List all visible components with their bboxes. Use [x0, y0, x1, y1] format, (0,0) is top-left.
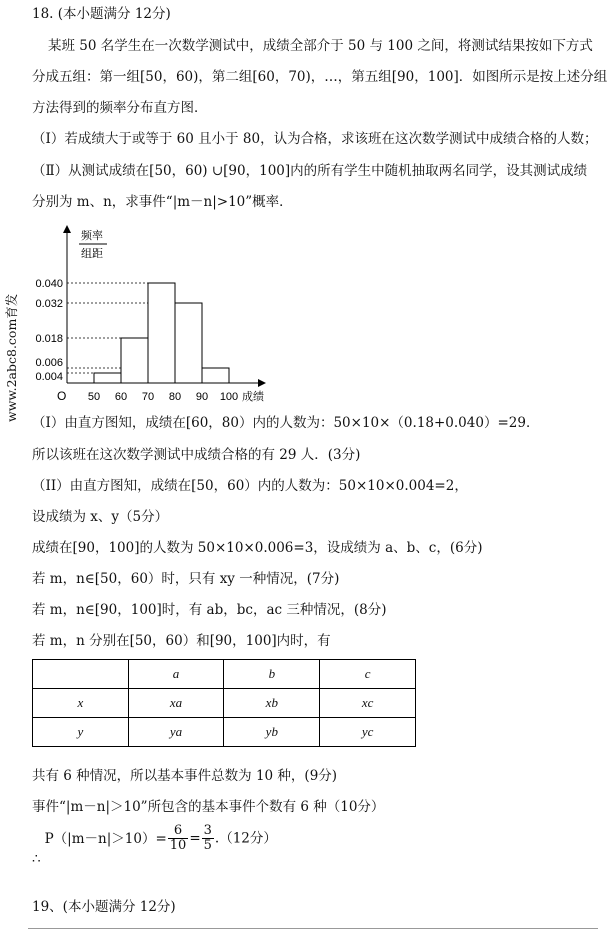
problem-18-header: 18. (本小题满分 12分) — [32, 6, 171, 22]
x-tick-label: 70 — [141, 391, 155, 403]
fraction-denominator: 10 — [169, 838, 187, 853]
combination-table — [32, 659, 416, 747]
solution-line-6: 若 m，n∈[50，60）时，只有 xy 一种情况，(7分) — [32, 571, 340, 587]
x-axis-label: 成绩 — [242, 391, 264, 403]
table-row — [33, 718, 416, 747]
x-tick-label: 80 — [168, 391, 182, 403]
histogram-bar — [94, 373, 121, 383]
problem-stem-line-3: 方法得到的频率分布直方图． — [32, 100, 208, 116]
y-tick-label: 0.018 — [35, 333, 63, 345]
frequency-histogram — [0, 215, 300, 410]
histogram-bar — [121, 338, 148, 383]
table-cell: x — [33, 689, 129, 718]
solution-line-9: 共有 6 种情况，所以基本事件总数为 10 种，(9分) — [32, 768, 338, 784]
origin-label: O — [57, 389, 67, 403]
solution-line-4: 设成绩为 x、y（5分） — [32, 509, 169, 525]
table-cell: xc — [320, 689, 416, 718]
table-cell: xa — [128, 689, 224, 718]
table-cell: c — [320, 660, 416, 689]
table-cell: yb — [224, 718, 320, 747]
y-label-numerator: 频率 — [81, 230, 103, 242]
table-cell: xb — [224, 689, 320, 718]
x-tick-label: 60 — [114, 391, 128, 403]
solution-line-10: 事件“|m－n|＞10”所包含的基本事件个数有 6 种（10分） — [32, 799, 385, 815]
score-note: .（12分） — [214, 830, 277, 847]
fraction-6-10 — [168, 824, 189, 853]
fraction-3-5 — [202, 824, 214, 853]
histogram-bar — [148, 283, 175, 383]
table-row — [33, 689, 416, 718]
histogram-bar — [175, 303, 202, 383]
y-tick-label: 0.006 — [35, 357, 63, 369]
problem-stem-line-2: 分成五组：第一组[50，60)，第二组[60，70)，…，第五组[90，100]．如图所示是按上述分组 — [32, 69, 608, 85]
y-tick-label: 0.004 — [35, 371, 63, 383]
watermark-text: www.2abc8.com育发 — [4, 293, 19, 422]
y-tick-label: 0.032 — [35, 298, 63, 310]
table-cell: a — [128, 660, 224, 689]
bottom-divider — [28, 928, 598, 929]
table-cell: ya — [128, 718, 224, 747]
question-1: （Ⅰ）若成绩大于或等于 60 且小于 80，认为合格，求该班在这次数学测试中成绩合格的人数； — [32, 131, 598, 147]
histogram-bar — [202, 368, 229, 383]
y-label-denominator: 组距 — [81, 248, 103, 260]
table-cell — [33, 660, 129, 689]
table-cell: y — [33, 718, 129, 747]
table-row — [33, 660, 416, 689]
x-tick-label: 90 — [195, 391, 209, 403]
probability-result — [32, 823, 277, 867]
question-2-line-2: 分别为 m、n，求事件“|m－n|>10”概率． — [32, 194, 293, 210]
problem-19-header: 19、(本小题满分 12分) — [32, 899, 176, 915]
solution-line-5: 成绩在[90，100]的人数为 50×10×0.006=3，设成绩为 a、b、c，(6分) — [32, 540, 483, 556]
solution-line-8: 若 m，n 分别在[50，60）和[90，100]内时，有 — [32, 633, 331, 649]
table-cell: yc — [320, 718, 416, 747]
problem-stem-line-1: 某班 50 名学生在一次数学测试中，成绩全部介于 50 与 100 之间，将测试结果按如下方式 — [48, 38, 593, 54]
table-cell: b — [224, 660, 320, 689]
solution-line-3: （II）由直方图知，成绩在[50，60）内的人数为：50×10×0.004=2， — [32, 478, 468, 494]
solution-line-7: 若 m，n∈[90，100]时，有 ab，bc，ac 三种情况，(8分) — [32, 602, 387, 618]
fraction-denominator: 5 — [203, 838, 212, 853]
x-tick-label: 50 — [87, 391, 101, 403]
fraction-numerator: 6 — [168, 824, 189, 839]
therefore-symbol: ∴ — [32, 851, 41, 867]
probability-expression: P（|m－n|＞10）= — [44, 830, 167, 847]
fraction-numerator: 3 — [203, 823, 212, 838]
question-2-line-1: （Ⅱ）从测试成绩在[50，60) ∪[90，100]内的所有学生中随机抽取两名同学，设其测试成绩 — [32, 163, 588, 179]
solution-line-2: 所以该班在这次数学测试中成绩合格的有 29 人．(3分) — [32, 447, 361, 463]
equals-sign: = — [189, 830, 201, 847]
y-tick-label: 0.040 — [35, 278, 63, 290]
x-tick-label: 100 — [219, 391, 239, 403]
solution-line-1: （I）由直方图知，成绩在[60，80）内的人数为：50×10×（0.18+0.040）=29． — [32, 415, 540, 431]
